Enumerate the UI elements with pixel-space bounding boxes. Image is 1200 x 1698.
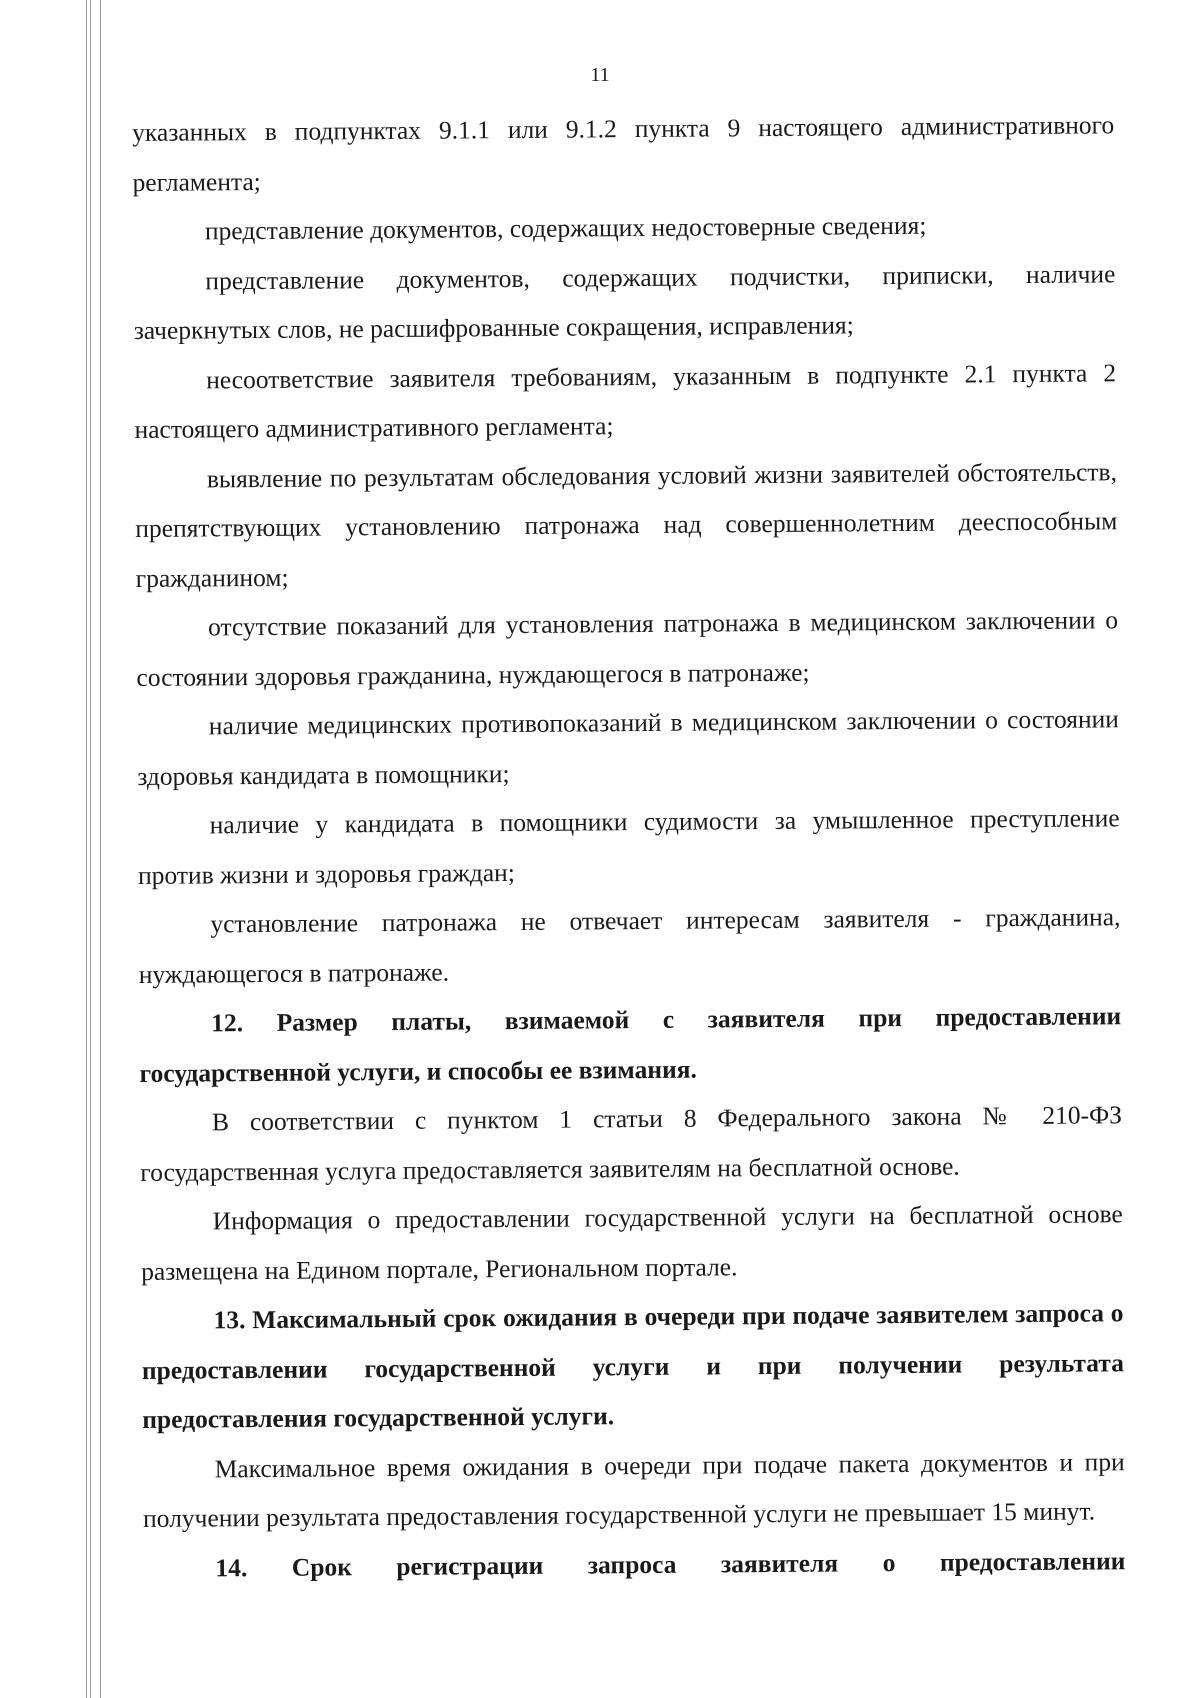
section-heading: 12. Размер платы, взимаемой с заявителя при предоставлении государственной услуги, и способы ее взимания.	[139, 1001, 1122, 1088]
body-paragraph: представление документов, содержащих недостоверные сведения;	[204, 210, 927, 246]
scan-edge-line	[86, 0, 87, 1698]
page-number: 11	[590, 64, 610, 86]
body-paragraph: Информация о предоставлении государственной услуги на бесплатной основе размещена на Едином портале, Региональном портале.	[141, 1199, 1123, 1286]
scan-edge-line	[90, 0, 91, 1698]
body-paragraph: выявление по результатам обследования условий жизни заявителей обстоятельств, препятствующих установлению патронажа над совершеннолетним дееспособным гражданином;	[135, 456, 1118, 593]
body-paragraph: отсутствие показаний для установления патронажа в медицинском заключении о состоянии здоровья гражданина, нуждающегося в патронаже;	[136, 605, 1119, 692]
document-body	[132, 100, 1126, 1593]
section-heading: 14. Срок регистрации запроса заявителя о предоставлении	[215, 1545, 1126, 1582]
body-paragraph: установление патронажа не отвечает интересам заявителя - гражданина, нуждающегося в патронаже.	[138, 902, 1121, 989]
body-paragraph: наличие медицинских противопоказаний в медицинском заключении о состоянии здоровья кандидата в помощники;	[137, 704, 1119, 791]
body-paragraph: наличие у кандидата в помощники судимости за умышленное преступление против жизни и здоровья граждан;	[137, 803, 1120, 890]
body-paragraph: В соответствии с пунктом 1 статьи 8 Федерального закона № 210-ФЗ государственная услуга предоставляется заявителям на бесплатной основе.	[140, 1100, 1123, 1187]
scan-edge-line	[100, 0, 101, 1698]
body-paragraph: Максимальное время ожидания в очереди при подаче пакета документов и при получении результата предоставления государственной услуги не превышает 15 минут.	[142, 1446, 1125, 1533]
body-paragraph: указанных в подпунктах 9.1.1 или 9.1.2 пункта 9 настоящего административного регламента;	[132, 110, 1115, 197]
body-paragraph: несоответствие заявителя требованиям, указанным в подпункте 2.1 пункта 2 настоящего административного регламента;	[134, 357, 1117, 444]
body-paragraph: представление документов, содержащих подчистки, приписки, наличие зачеркнутых слов, не расшифрованные сокращения, исправления;	[133, 258, 1116, 345]
section-heading: 13. Максимальный срок ожидания в очереди при подаче заявителем запроса о предоставлении государственной услуги и при получении результата предоставления государственной услуги.	[141, 1298, 1124, 1434]
